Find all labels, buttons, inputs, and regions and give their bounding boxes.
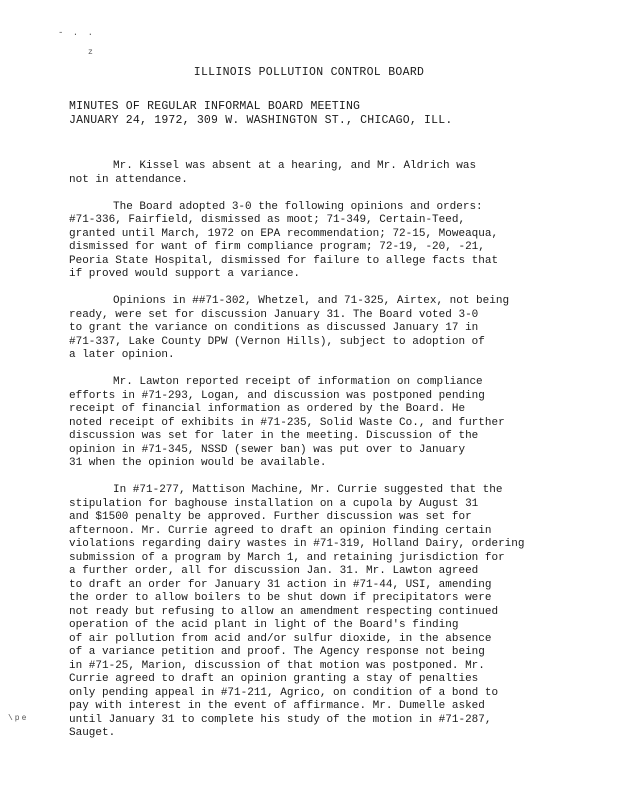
paragraph-line: a further order, all for discussion Jan. 31. Mr. Lawton agreed [69,565,479,577]
paragraph-3 [69,295,549,363]
margin-mark-top: - . . [58,28,96,38]
paragraph-line: violations regarding dairy wastes in #71-319, Holland Dairy, ordering [69,538,525,550]
minutes-heading-line-2: JANUARY 24, 1972, 309 W. WASHINGTON ST., CHICAGO, ILL. [69,114,453,127]
paragraph-line: operation of the acid plant in light of the Board's finding [69,619,459,631]
paragraph-line: ready, were set for discussion January 31. The Board voted 3-0 [69,308,479,321]
paragraph-line: dismissed for want of firm compliance program; 72-19, -20, -21, [69,241,485,253]
paragraph-line: Peoria State Hospital, dismissed for failure to allege facts that [69,254,499,267]
paragraph-line: discussion was set for later in the meeting. Discussion of the [69,430,479,442]
paragraph-line: Currie agreed to draft an opinion granting a stay of penalties [69,673,479,685]
paragraph-line: to grant the variance on conditions as discussed January 17 in [69,322,479,334]
paragraph-line: opinion in #71-345, NSSD (sewer ban) was put over to January [69,443,466,456]
minutes-heading-line-1: MINUTES OF REGULAR INFORMAL BOARD MEETING [69,100,361,113]
paragraph-line: if proved would support a variance. [69,268,301,280]
paragraph-line: of air pollution from acid and/or sulfur dioxide, in the absence [69,632,492,645]
paragraph-line: 31 when the opinion would be available. [69,457,327,469]
board-title: ILLINOIS POLLUTION CONTROL BOARD [193,66,425,79]
paragraph-1 [69,160,549,187]
paragraph-line: until January 31 to complete his study of the motion in #71-287, [69,713,492,726]
paragraph-line: afternoon. Mr. Currie agreed to draft an opinion finding certain [69,524,492,537]
paragraph-line: not in attendance. [69,173,188,186]
paragraph-line: the order to allow boilers to be shut down if precipitators were [69,592,492,604]
paragraph-line: in #71-25, Marion, discussion of that motion was postponed. Mr. [69,659,485,672]
margin-mark-bottom: \pe [8,714,29,723]
paragraph-line: noted receipt of exhibits in #71-235, Solid Waste Co., and further [69,416,505,429]
paragraph-line: and $1500 penalty be approved. Further discussion was set for [69,511,472,523]
minutes-body [69,160,549,754]
margin-mark-top-secondary: z [88,48,95,57]
paragraph-line: submission of a program by March 1, and retaining jurisdiction for [69,551,505,564]
paragraph-line: #71-336, Fairfield, dismissed as moot; 71-349, Certain-Teed, [69,214,466,226]
paragraph-line: receipt of financial information as ordered by the Board. He [69,403,466,415]
paragraph-5 [69,484,549,741]
paragraph-line: pay with interest in the event of affirmance. Mr. Dumelle asked [69,700,485,712]
paragraph-line: The Board adopted 3-0 the following opinions and orders: [113,200,483,213]
paragraph-line: granted until March, 1972 on EPA recommendation; 72-15, Moweaqua, [69,227,499,240]
paragraph-line: stipulation for baghouse installation on a cupola by August 31 [69,497,479,510]
paragraph-line: #71-337, Lake County DPW (Vernon Hills), subject to adoption of [69,335,485,348]
paragraph-line: In #71-277, Mattison Machine, Mr. Currie suggested that the [113,484,503,496]
paragraph-line: not ready but refusing to allow an amendment respecting continued [69,605,499,618]
paragraph-line: Opinions in ##71-302, Whetzel, and 71-325, Airtex, not being [113,295,510,307]
paragraph-line: only pending appeal in #71-211, Agrico, on condition of a bond to [69,686,499,699]
paragraph-line: a later opinion. [69,349,175,361]
paragraph-line: Mr. Lawton reported receipt of information on compliance [113,376,483,388]
paragraph-4 [69,376,549,471]
paragraph-line: Sauget. [69,727,116,739]
paragraph-line: of a variance petition and proof. The Agency response not being [69,646,485,658]
minutes-heading [69,100,452,128]
paragraph-line: Mr. Kissel was absent at a hearing, and Mr. Aldrich was [113,160,477,172]
paragraph-line: to draft an order for January 31 action in #71-44, USI, amending [69,578,492,591]
paragraph-line: efforts in #71-293, Logan, and discussion was postponed pending [69,389,485,402]
paragraph-2 [69,201,549,282]
